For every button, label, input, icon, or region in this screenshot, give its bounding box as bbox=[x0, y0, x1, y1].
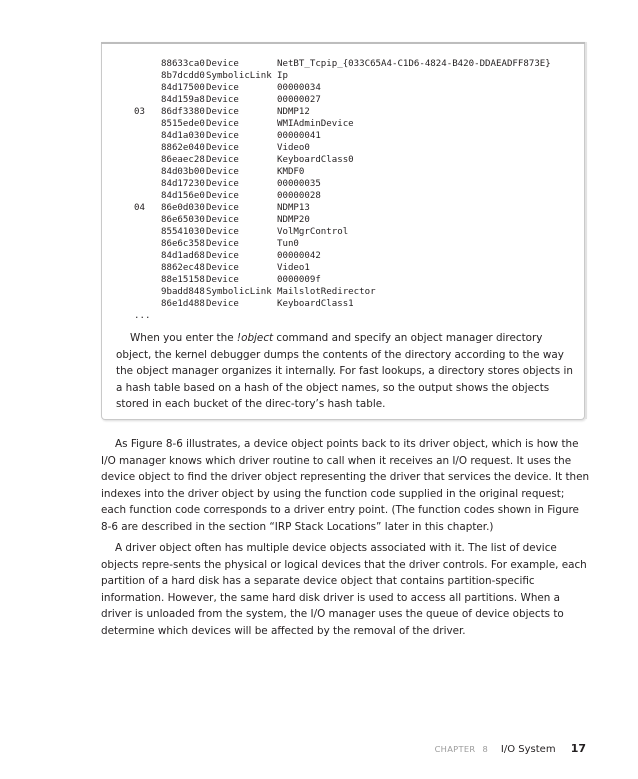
code-object-type: Device bbox=[206, 203, 239, 213]
code-object-type: Device bbox=[206, 263, 239, 273]
code-object-type: Device bbox=[206, 155, 239, 165]
code-row bbox=[134, 130, 551, 142]
code-object-type: Device bbox=[206, 179, 239, 189]
code-object-name: 0000009f bbox=[277, 275, 321, 285]
code-row bbox=[134, 238, 551, 250]
code-address: 8515ede0 bbox=[161, 119, 205, 129]
code-row bbox=[134, 250, 551, 262]
code-object-name: KMDF0 bbox=[277, 167, 305, 177]
code-row bbox=[134, 190, 551, 202]
code-address: 86eaec28 bbox=[161, 155, 205, 165]
code-object-type: Device bbox=[206, 251, 239, 261]
code-object-type: SymbolicLink bbox=[206, 71, 272, 81]
note-command: !object bbox=[236, 332, 274, 344]
code-bucket-number: 03 bbox=[134, 107, 145, 117]
code-address: 88e15158 bbox=[161, 275, 205, 285]
code-object-type: Device bbox=[206, 143, 239, 153]
code-object-type: Device bbox=[206, 167, 239, 177]
code-address: 84d156e0 bbox=[161, 191, 205, 201]
code-address: 88633ca0 bbox=[161, 59, 205, 69]
code-address: 86e6c358 bbox=[161, 239, 205, 249]
code-address: 86e1d488 bbox=[161, 299, 205, 309]
code-object-name: 00000034 bbox=[277, 83, 321, 93]
code-row bbox=[134, 142, 551, 154]
code-object-name: NDMP12 bbox=[277, 107, 310, 117]
code-row bbox=[134, 154, 551, 166]
code-object-name: KeyboardClass1 bbox=[277, 299, 354, 309]
code-row bbox=[134, 94, 551, 106]
code-object-name: 00000028 bbox=[277, 191, 321, 201]
code-object-type: Device bbox=[206, 191, 239, 201]
code-object-name: 00000041 bbox=[277, 131, 321, 141]
code-object-type: Device bbox=[206, 299, 239, 309]
page-footer bbox=[435, 737, 586, 756]
code-object-type: Device bbox=[206, 107, 239, 117]
code-address: 85541030 bbox=[161, 227, 205, 237]
code-object-name: 00000027 bbox=[277, 95, 321, 105]
note-text-after-command: command and specify an object manager directory object, the kernel debugger dumps the contents of the directory according to the way the object manager organizes it internally. For fast lookups, a directory stores objects in a hash table based on a hash of the object names, so the output shows the objects stored in each bucket of the direc-tory’s hash table. bbox=[116, 332, 573, 411]
code-row bbox=[134, 226, 551, 238]
code-ellipsis: ... bbox=[134, 311, 151, 321]
code-object-name: VolMgrControl bbox=[277, 227, 349, 237]
footer-page-number: 17 bbox=[570, 742, 586, 755]
code-object-name: Video1 bbox=[277, 263, 310, 273]
code-row bbox=[134, 274, 551, 286]
footer-chapter-title: I/O System bbox=[500, 744, 556, 755]
code-object-type: Device bbox=[206, 131, 239, 141]
code-object-name: KeyboardClass0 bbox=[277, 155, 354, 165]
code-object-type: Device bbox=[206, 119, 239, 129]
box-right-shadow bbox=[585, 42, 587, 419]
code-address: 84d03b00 bbox=[161, 167, 205, 177]
code-address: 84d17230 bbox=[161, 179, 205, 189]
code-object-name: NDMP13 bbox=[277, 203, 310, 213]
code-row bbox=[134, 262, 551, 274]
code-address: 9badd848 bbox=[161, 287, 205, 297]
code-row bbox=[134, 298, 551, 310]
code-row bbox=[134, 70, 551, 82]
footer-chapter-label: CHAPTER bbox=[434, 744, 476, 754]
code-address: 86df3380 bbox=[161, 107, 205, 117]
code-address: 84d159a8 bbox=[161, 95, 205, 105]
code-row bbox=[134, 166, 551, 178]
code-address: 8862ec48 bbox=[161, 263, 205, 273]
code-row bbox=[134, 214, 551, 226]
code-row bbox=[134, 58, 551, 70]
footer-chapter-number: 8 bbox=[482, 744, 488, 754]
code-object-type: Device bbox=[206, 215, 239, 225]
code-address: 84d1a030 bbox=[161, 131, 205, 141]
body-paragraph-1: As Figure 8-6 illustrates, a device object points back to its driver object, which is how the I/O manager knows which driver routine to call when it receives an I/O request. It uses the device object to find the driver object representing the driver that services the device. It then indexes into the driver object by using the function code supplied in the original request; each function code corresponds to a driver entry point. (The function codes shown in Figure 8-6 are described in the section “IRP Stack Locations” later in this chapter.) bbox=[101, 438, 590, 533]
code-row bbox=[134, 106, 551, 118]
code-object-name: WMIAdminDevice bbox=[277, 119, 354, 129]
code-row bbox=[134, 118, 551, 130]
code-listing bbox=[134, 58, 551, 322]
code-object-name: MailslotRedirector bbox=[277, 287, 376, 297]
code-address: 8b7dcdd0 bbox=[161, 71, 205, 81]
code-row bbox=[134, 286, 551, 298]
code-bucket-number: 04 bbox=[134, 203, 145, 213]
note-paragraph bbox=[116, 330, 576, 413]
code-row bbox=[134, 82, 551, 94]
code-object-name: Ip bbox=[277, 71, 288, 81]
code-object-name: 00000042 bbox=[277, 251, 321, 261]
code-address: 8862e040 bbox=[161, 143, 205, 153]
code-object-name: Tun0 bbox=[277, 239, 299, 249]
code-object-name: 00000035 bbox=[277, 179, 321, 189]
code-object-type: Device bbox=[206, 239, 239, 249]
code-object-type: SymbolicLink bbox=[206, 287, 272, 297]
note-text-before-command: When you enter the bbox=[130, 332, 237, 344]
code-object-type: Device bbox=[206, 275, 239, 285]
box-top-border bbox=[101, 42, 585, 44]
code-object-type: Device bbox=[206, 95, 239, 105]
code-object-name: NDMP20 bbox=[277, 215, 310, 225]
body-paragraph-2: A driver object often has multiple device objects associated with it. The list of device objects repre-sents the physical or logical devices that the driver controls. For example, each partition of a hard disk has a separate device object that contains partition-specific information. However, the same hard disk driver is used to access all partitions. When a driver is unloaded from the system, the I/O manager uses the queue of device objects to determine which devices will be affected by the removal of the driver. bbox=[101, 542, 587, 637]
code-object-type: Device bbox=[206, 227, 239, 237]
code-object-name: NetBT_Tcpip_{033C65A4-C1D6-4824-B420-DDAEADFF873E} bbox=[277, 59, 551, 69]
code-row bbox=[134, 202, 551, 214]
code-address: 84d1ad68 bbox=[161, 251, 205, 261]
code-address: 84d17500 bbox=[161, 83, 205, 93]
code-address: 86e65030 bbox=[161, 215, 205, 225]
code-object-name: Video0 bbox=[277, 143, 310, 153]
code-row bbox=[134, 178, 551, 190]
code-object-type: Device bbox=[206, 59, 239, 69]
code-object-type: Device bbox=[206, 83, 239, 93]
code-address: 86e0d030 bbox=[161, 203, 205, 213]
